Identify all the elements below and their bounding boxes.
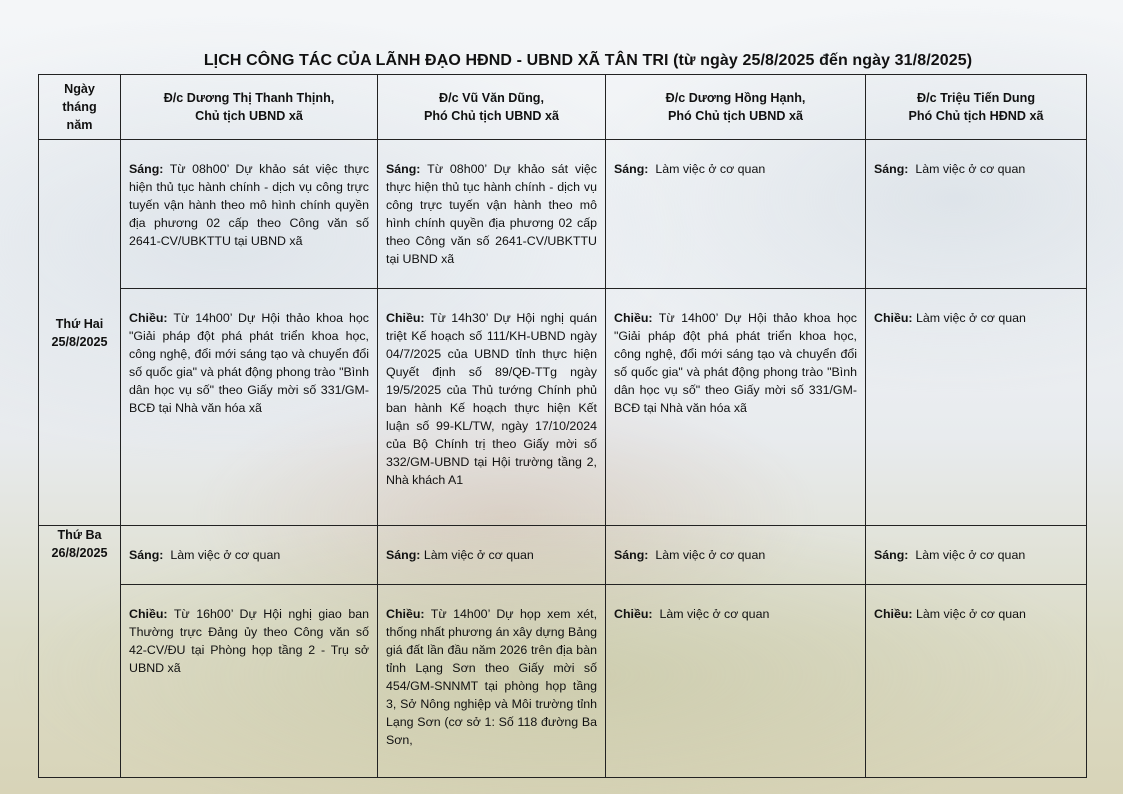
column-header-pho-chu-tich-1 — [378, 75, 606, 140]
session-label: Chiều: — [874, 311, 913, 325]
header-name: Đ/c Triệu Tiến Dung — [916, 91, 1036, 105]
date-column-header: Ngày tháng năm — [39, 75, 121, 140]
session-label: Sáng: — [129, 548, 164, 562]
session-label: Chiều: — [129, 311, 168, 325]
session-label: Sáng: — [129, 162, 164, 176]
schedule-cell — [378, 526, 606, 585]
day-date: 26/8/2025 — [51, 546, 108, 560]
page-title: LỊCH CÔNG TÁC CỦA LÃNH ĐẠO HĐND - UBND XÃ TÂN TRI (từ ngày 25/8/2025 đến ngày 31/8/2025) — [203, 52, 973, 69]
schedule-cell — [378, 585, 606, 778]
column-header-pho-chu-tich-hdnd — [866, 75, 1087, 140]
header-name: Đ/c Dương Hồng Hạnh, — [665, 91, 806, 105]
day-cell — [39, 526, 121, 778]
schedule-cell — [866, 289, 1087, 526]
schedule-cell — [606, 585, 866, 778]
column-header-chu-tich-ubnd — [121, 75, 378, 140]
schedule-text: Làm việc ở cơ quan — [916, 607, 1026, 621]
schedule-text: Từ 14h00’ Dự họp xem xét, thống nhất phương án xây dựng Bảng giá đất lần đầu năm 2026 trên địa bàn tỉnh Lạng Sơn theo Giấy mời số 454/GM-SNNMT tại phòng họp tầng 3, Sở Nông nghiệp và Môi trường tỉnh Lạng Sơn (cơ sở 1: Số 118 đường Ba Sơn, — [386, 607, 598, 747]
schedule-cell — [866, 140, 1087, 289]
schedule-text: Làm việc ở cơ quan — [423, 548, 534, 562]
session-label: Chiều: — [386, 311, 425, 325]
schedule-text: Từ 08h00’ Dự khảo sát việc thực hiện thủ tục hành chính - dịch vụ công trực tuyến vận hành theo mô hình chính quyền địa phương 02 cấp theo Công văn số 2641-CV/UBKTTU tại UBND xã — [129, 162, 370, 248]
schedule-text: Làm việc ở cơ quan — [915, 162, 1026, 176]
header-name: Đ/c Dương Thị Thanh Thịnh, — [163, 91, 335, 105]
schedule-text: Làm việc ở cơ quan — [655, 548, 766, 562]
header-name: Đ/c Vũ Văn Dũng, — [439, 91, 544, 105]
schedule-text: Từ 14h00’ Dự Hội thảo khoa học "Giải pháp đột phá phát triển khoa học, công nghệ, đổi mới sáng tạo và chuyển đổi số quốc gia" và phát động phong trào "Bình dân học vụ số" theo Giấy mời số 331/GM-BCĐ tại Nhà văn hóa xã — [129, 311, 369, 415]
schedule-text: Từ 14h00’ Dự Hội thảo khoa học "Giải pháp đột phá phát triển khoa học, công nghệ, đổi mới sáng tạo và chuyển đổi số quốc gia" và phát động phong trào "Bình dân học vụ số" theo Giấy mời số 331/GM-BCĐ tại Nhà văn hóa xã — [614, 311, 857, 415]
session-label: Sáng: — [386, 548, 421, 562]
session-label: Sáng: — [386, 162, 421, 176]
schedule-cell — [121, 140, 378, 289]
table-row — [39, 289, 1087, 526]
schedule-cell — [606, 140, 866, 289]
table-row — [39, 585, 1087, 778]
schedule-text: Làm việc ở cơ quan — [916, 311, 1026, 325]
header-role: Phó Chủ tịch UBND xã — [667, 109, 804, 123]
schedule-cell — [121, 526, 378, 585]
header-role: Phó Chủ tịch HĐND xã — [908, 109, 1044, 123]
schedule-table — [38, 74, 1087, 778]
session-label: Chiều: — [874, 607, 913, 621]
session-label: Sáng: — [614, 162, 649, 176]
session-label: Chiều: — [129, 607, 168, 621]
schedule-cell — [121, 289, 378, 526]
day-name: Thứ Ba — [57, 528, 102, 542]
header-row — [39, 75, 1087, 140]
schedule-cell — [866, 526, 1087, 585]
schedule-text: Từ 14h30’ Dự Hội nghị quán triệt Kế hoạch số 111/KH-UBND ngày 04/7/2025 của UBND tỉnh thực hiện Quyết định số 89/QĐ-TTg ngày 19/5/2025 của Thủ tướng Chính phủ ban hành Kế hoạch thực hiện Kết luận số 99-KL/TW, ngày 17/10/2024 của Bộ Chính trị theo Giấy mời số 332/GM-UBND tại Hội trường tầng 2, Nhà khách A1 — [386, 311, 598, 487]
table-row — [39, 140, 1087, 289]
schedule-text: Từ 16h00’ Dự Hội nghị giao ban Thường trực Đảng ủy theo Công văn số 42-CV/ĐU tại Phòng họp tầng 2 - Trụ sở UBND xã — [129, 607, 369, 675]
column-header-pho-chu-tich-2 — [606, 75, 866, 140]
table-row — [39, 526, 1087, 585]
schedule-text: Làm việc ở cơ quan — [659, 607, 770, 621]
session-label: Chiều: — [614, 311, 653, 325]
schedule-cell — [121, 585, 378, 778]
schedule-cell — [606, 526, 866, 585]
schedule-text: Làm việc ở cơ quan — [915, 548, 1026, 562]
session-label: Sáng: — [614, 548, 649, 562]
schedule-text: Làm việc ở cơ quan — [170, 548, 281, 562]
schedule-text: Làm việc ở cơ quan — [655, 162, 766, 176]
schedule-cell — [378, 140, 606, 289]
session-label: Chiều: — [386, 607, 425, 621]
session-label: Sáng: — [874, 162, 909, 176]
header-role: Chủ tịch UBND xã — [195, 109, 303, 123]
schedule-cell — [606, 289, 866, 526]
schedule-cell — [378, 289, 606, 526]
schedule-cell — [866, 585, 1087, 778]
day-cell — [39, 140, 121, 526]
day-name: Thứ Hai — [55, 316, 104, 331]
schedule-text: Từ 08h00’ Dự khảo sát việc thực hiện thủ tục hành chính - dịch vụ công trực tuyến vận hành theo mô hình chính quyền địa phương 02 cấp theo Công văn số 2641-CV/UBKTTU tại UBND xã — [386, 162, 598, 266]
day-date: 25/8/2025 — [51, 334, 108, 349]
session-label: Sáng: — [874, 548, 909, 562]
header-role: Phó Chủ tịch UBND xã — [423, 109, 560, 123]
session-label: Chiều: — [614, 607, 653, 621]
